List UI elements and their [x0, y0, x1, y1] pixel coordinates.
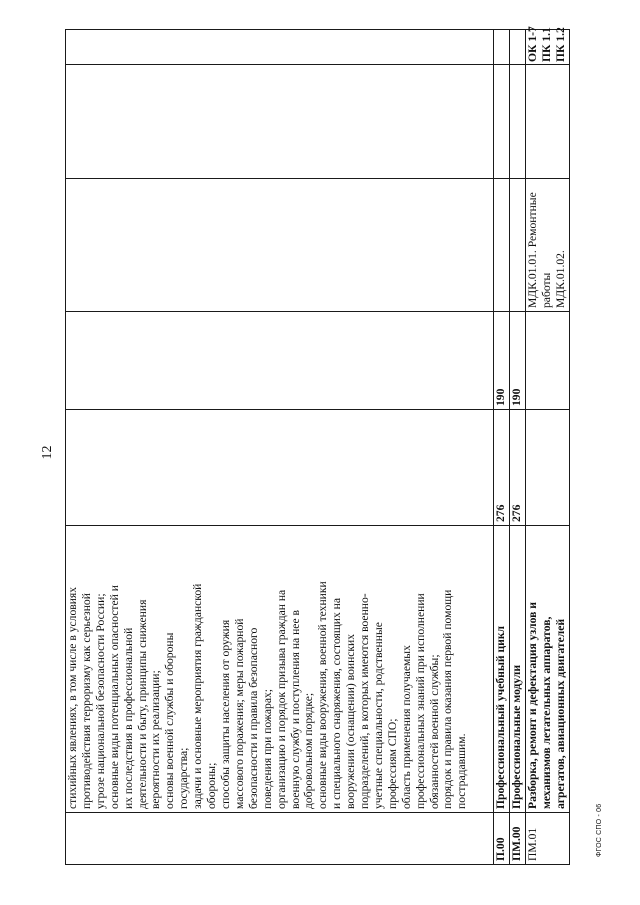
continuation-text-cell [66, 526, 494, 813]
text-line: военную службу и поступления на нее в [288, 610, 302, 809]
row-title: Профессиональные модули [510, 526, 526, 813]
text-line: противодействия терроризму как серьезной [79, 593, 93, 809]
text-line: основные виды потенциальных опасностей и [107, 585, 121, 809]
competencies-cell-empty [494, 30, 510, 65]
mandatory-hours: 190 [494, 312, 510, 410]
module-title-line: агрегатов, авиационных двигателей [553, 618, 567, 809]
row-code: ПМ.01 [526, 813, 570, 865]
text-line: организацию и порядок призыва граждан на [274, 589, 288, 809]
discipline-line: МДК.01.02. [553, 250, 567, 308]
disciplines-cell-empty [66, 179, 494, 312]
text-line: вооружении (оснащении) воинских [344, 633, 358, 809]
competencies-cell [526, 26, 570, 65]
competency-code: ПК 1.1 [539, 27, 553, 62]
competencies-cell-empty [66, 30, 494, 65]
text-line: стихийных явлениях, в том числе в условиях [66, 586, 79, 809]
module-title-line: механизмов летательных аппаратов, [539, 616, 553, 809]
module-title-line: Разборка, ремонт и дефектация узлов и [526, 602, 539, 809]
competency-code: ПК 1.2 [553, 27, 567, 62]
page-number: 12 [40, 445, 55, 460]
text-line: угрозе национальной безопасности России; [93, 593, 107, 809]
empty-cell [494, 65, 510, 179]
text-line: и специального снаряжения, состоящих на [330, 597, 344, 809]
text-line: основные виды вооружения, военной техники [316, 581, 330, 809]
text-line: основы военной службы и обороны [163, 632, 177, 809]
mandatory-hours: 190 [510, 312, 526, 410]
empty-cell [510, 65, 526, 179]
text-line: способы защиты населения от оружия [218, 619, 232, 809]
discipline-line: МДК.01.01. Ремонтные [526, 192, 539, 308]
text-line: учетные специальности, родственные [371, 622, 385, 809]
text-line: профессиональных знаний при исполнении [413, 593, 427, 809]
discipline-line: работы [539, 272, 553, 308]
text-line: поведения при пожарах; [260, 688, 274, 809]
text-line: государства; [177, 747, 191, 809]
text-line: обязанностей военной службы; [427, 654, 441, 809]
disciplines-cell-empty [494, 179, 510, 312]
table-row-p00 [494, 30, 510, 865]
curriculum-table [65, 26, 570, 865]
text-line: вероятности их реализации; [149, 670, 163, 809]
max-hours-cell-empty [66, 410, 494, 526]
text-line: профессиям СПО; [385, 718, 399, 809]
text-line: массового поражения; меры пожарной [232, 618, 246, 809]
text-line: область применения получаемых [399, 645, 413, 809]
competency-code: ОК 1-7 [526, 26, 539, 62]
text-line: обороны; [205, 762, 219, 809]
mandatory-hours-cell-empty [526, 312, 570, 410]
row-code: П.00 [494, 813, 510, 865]
text-line: добровольном порядке; [302, 692, 316, 809]
footer-label: ФГОС СПО - 06 [596, 803, 603, 857]
module-title-cell [526, 526, 570, 813]
row-code: ПМ.00 [510, 813, 526, 865]
code-cell-empty [66, 813, 494, 865]
text-line: их последствия в профессиональной [121, 627, 135, 809]
row-title: Профессиональный учебный цикл [494, 526, 510, 813]
disciplines-cell [526, 179, 570, 312]
max-hours: 276 [494, 410, 510, 526]
table-row-pm01 [526, 30, 570, 865]
max-hours: 276 [510, 410, 526, 526]
competencies-cell-empty [510, 30, 526, 65]
mandatory-hours-cell-empty [66, 312, 494, 410]
max-hours-cell-empty [526, 410, 570, 526]
empty-cell [66, 65, 494, 179]
text-line: деятельности и быту, принципы снижения [135, 599, 149, 809]
table-row-continuation [66, 30, 494, 865]
text-line: подразделений, в которых имеются военно- [358, 593, 372, 809]
text-line: безопасности и правила безопасного [246, 627, 260, 809]
table-row-pm00 [510, 30, 526, 865]
text-line: порядок и правила оказания первой помощи [441, 589, 455, 809]
text-line: задачи и основные мероприятия гражданской [191, 583, 205, 809]
empty-cell [526, 65, 570, 179]
text-line: пострадавшим. [455, 733, 469, 809]
disciplines-cell-empty [510, 179, 526, 312]
